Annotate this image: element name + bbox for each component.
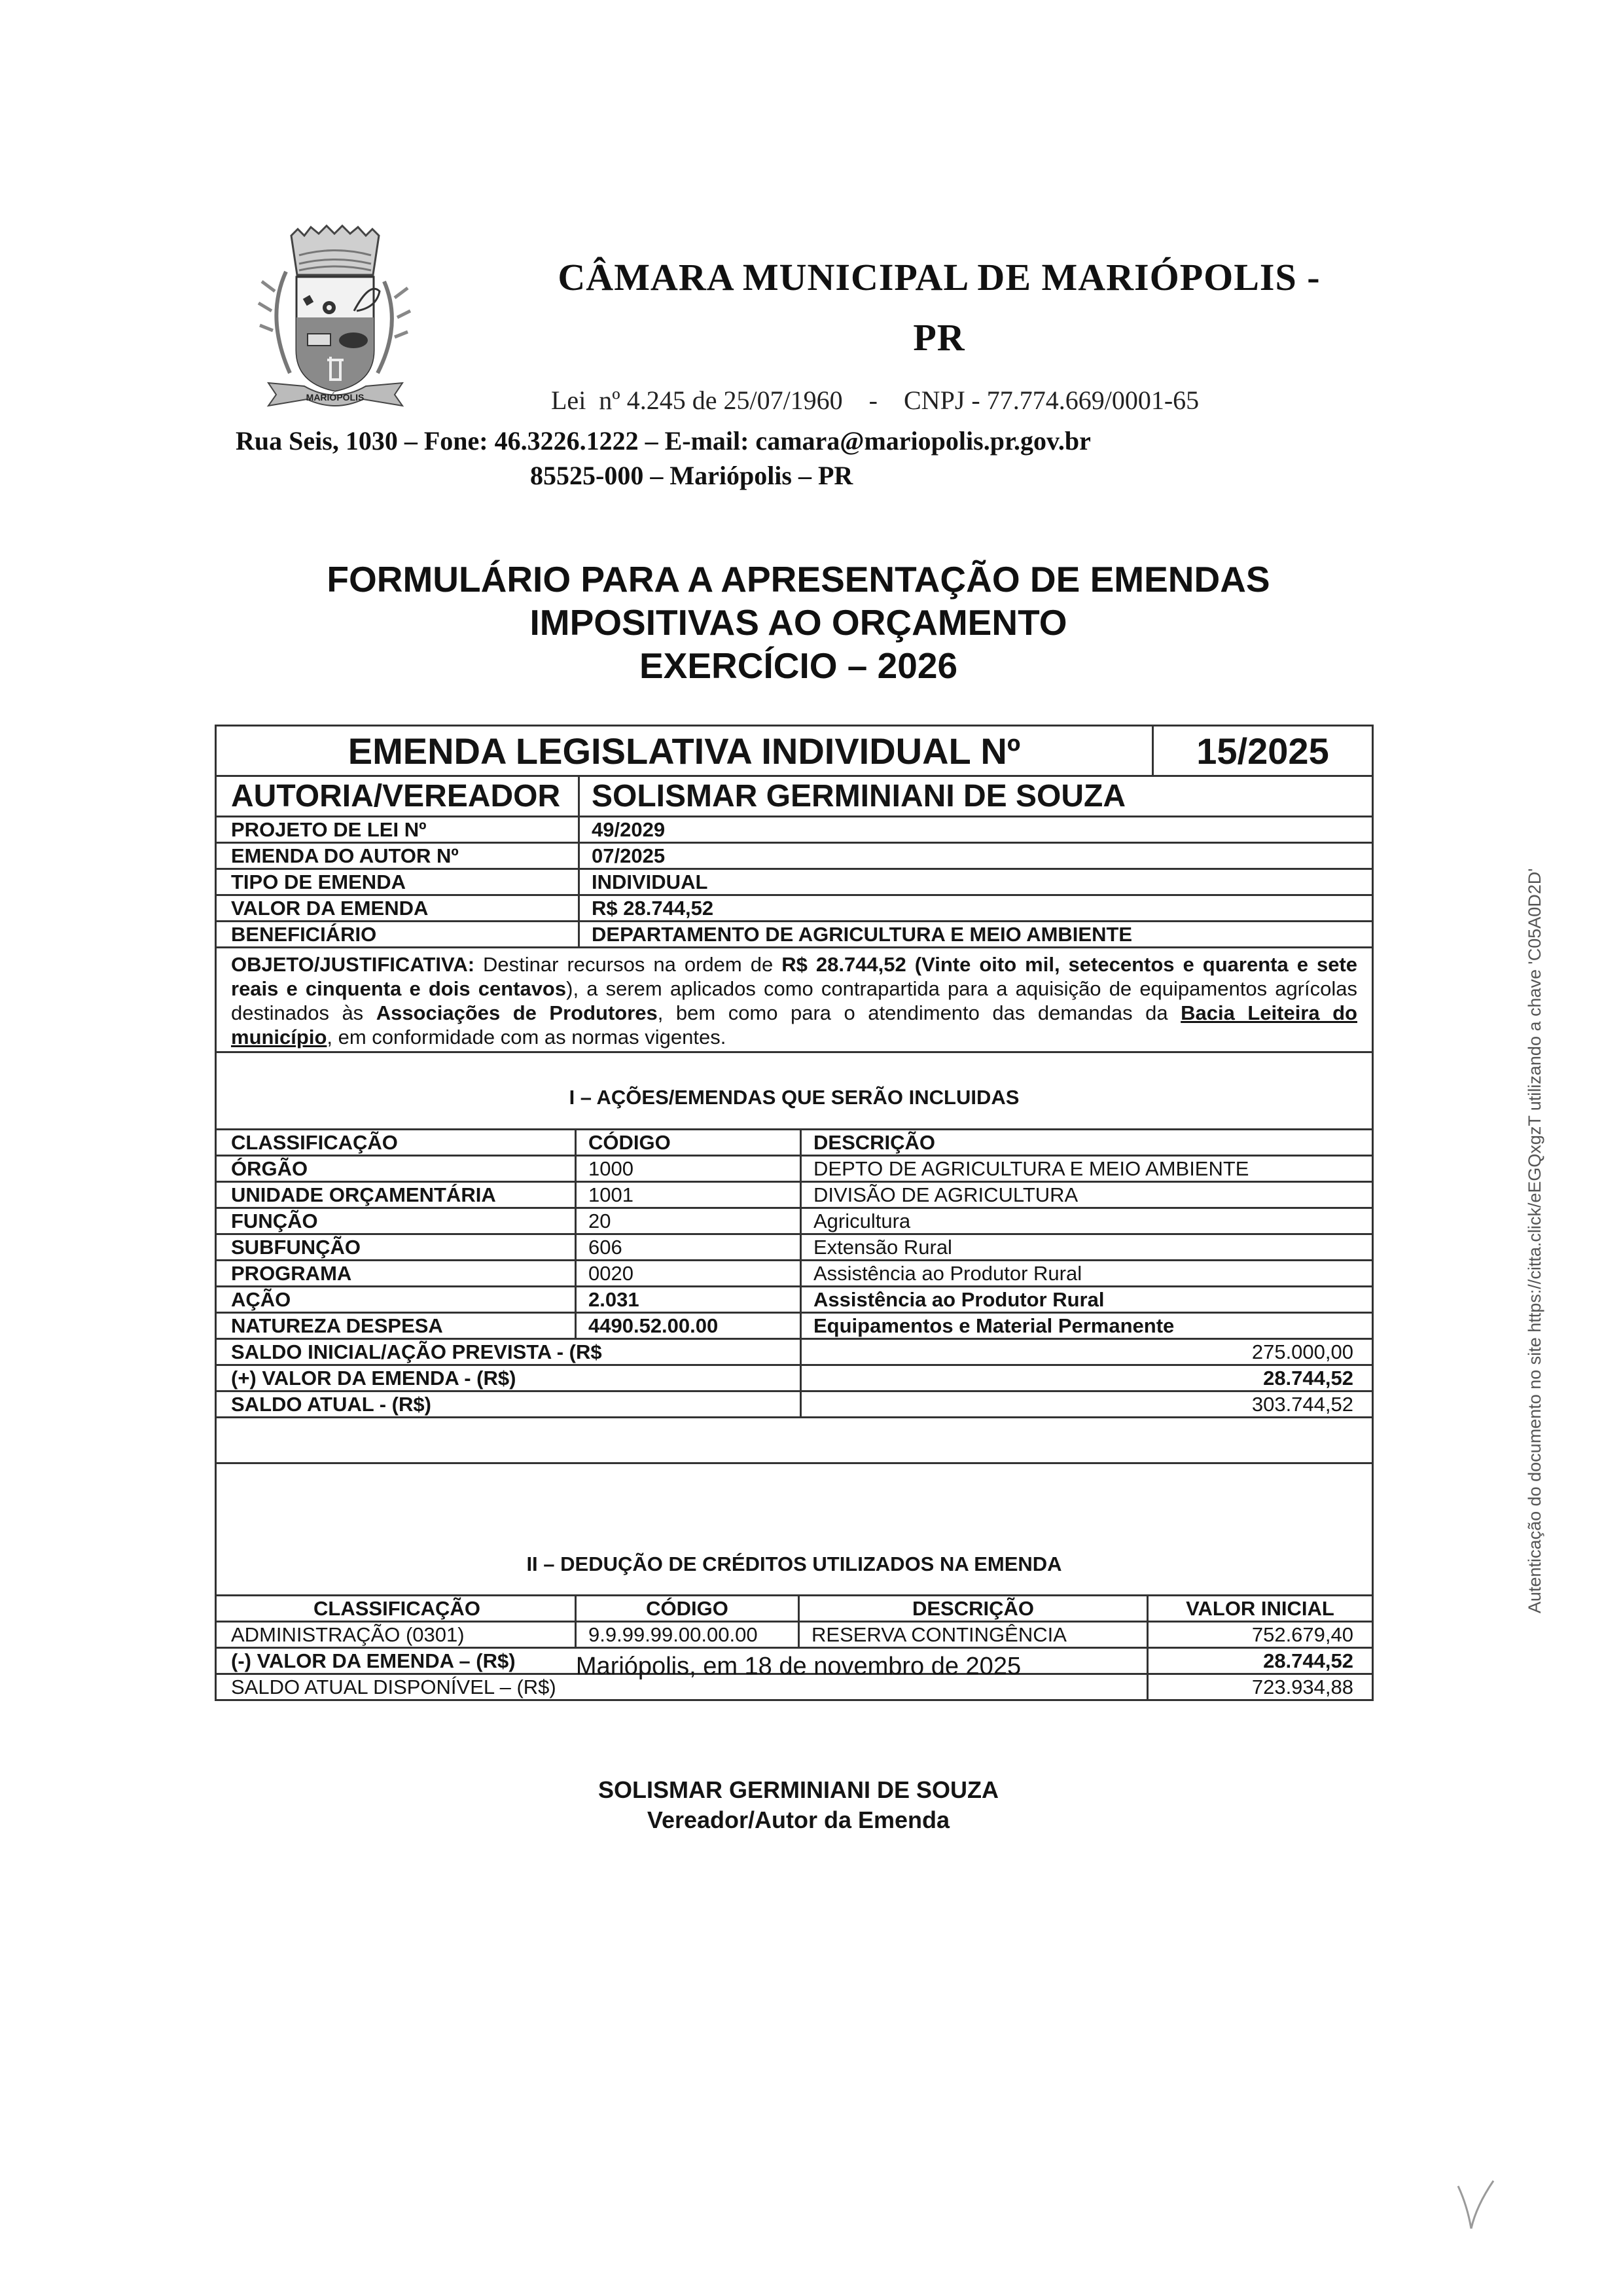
total-value: 303.744,52 <box>1251 1392 1353 1416</box>
info-label: BENEFICIÁRIO <box>217 922 580 946</box>
descricao-cell: Extensão Rural <box>813 1235 952 1259</box>
emenda-number: 15/2025 <box>1196 730 1329 772</box>
info-value: 49/2029 <box>592 817 666 841</box>
classificacao-cell: NATUREZA DESPESA <box>217 1314 577 1338</box>
objeto-beneficiary: Associações de Produtores <box>376 1001 658 1024</box>
total-label: (+) VALOR DA EMENDA - (R$) <box>217 1366 802 1390</box>
form-title-line2: IMPOSITIVAS AO ORÇAMENTO <box>529 602 1067 643</box>
objeto-text-part: Destinar recursos na ordem de <box>474 953 782 976</box>
signature-block <box>196 1775 1400 1835</box>
descricao-cell: Assistência ao Produtor Rural <box>813 1287 1105 1311</box>
classificacao-cell: ADMINISTRAÇÃO (0301) <box>217 1623 577 1647</box>
total-label: (-) VALOR DA EMENDA – (R$) <box>217 1649 1149 1673</box>
objeto-text-part: ), a serem aplicados como contrapartida para a aquisição de equipamentos agrícolas destinados às <box>231 977 1357 1024</box>
classificacao-cell: UNIDADE ORÇAMENTÁRIA <box>217 1183 577 1207</box>
place-date: Mariópolis, em 18 de novembro de 2025 <box>575 1653 1022 1680</box>
signer-name: SOLISMAR GERMINIANI DE SOUZA <box>597 1776 999 1803</box>
table-row <box>215 1287 1374 1314</box>
column-header-codigo: CÓDIGO <box>577 1596 800 1621</box>
objeto-justificativa-text <box>231 952 1357 1049</box>
section-2-heading-row <box>215 1464 1374 1596</box>
signer-role: Vereador/Autor da Emenda <box>647 1806 950 1833</box>
codigo-cell: 4490.52.00.00 <box>577 1314 802 1338</box>
objeto-bacia-leiteira: Bacia Leiteira do município <box>231 1001 1357 1049</box>
total-value: 723.934,88 <box>1251 1675 1353 1698</box>
total-label: SALDO ATUAL - (R$) <box>217 1392 802 1416</box>
descricao-cell: DEPTO DE AGRICULTURA E MEIO AMBIENTE <box>813 1157 1249 1180</box>
handwritten-check-icon <box>1453 2179 1499 2232</box>
table-row <box>215 1235 1374 1261</box>
municipal-crest-icon <box>239 219 429 409</box>
objeto-justificativa-row <box>215 948 1374 1053</box>
info-value: 07/2025 <box>592 844 666 867</box>
codigo-cell: 1000 <box>577 1157 802 1181</box>
emenda-form-table <box>215 725 1374 1701</box>
classificacao-cell: SUBFUNÇÃO <box>217 1235 577 1259</box>
column-header-classificacao: CLASSIFICAÇÃO <box>217 1130 577 1155</box>
authentication-notice: Autenticação do documento no site https://citta.click/eEGQxgzT utilizando a chave 'C05A0D2D' <box>1525 868 1544 1613</box>
total-value: 275.000,00 <box>1251 1340 1353 1363</box>
valor-inicial-cell: 752.679,40 <box>1251 1623 1353 1646</box>
objeto-amount: R$ 28.744,52 (Vinte oito mil, setecentos e quarenta e sete reais e cinquenta e dois centavos <box>231 953 1357 1000</box>
form-title-line3: EXERCÍCIO – 2026 <box>639 645 958 686</box>
descricao-cell: Equipamentos e Material Permanente <box>813 1314 1175 1337</box>
codigo-cell: 2.031 <box>577 1287 802 1312</box>
info-value: DEPARTAMENTO DE AGRICULTURA E MEIO AMBIENTE <box>592 922 1133 946</box>
total-value: 28.744,52 <box>1263 1649 1353 1672</box>
organization-title <box>458 247 1420 368</box>
info-label: VALOR DA EMENDA <box>217 896 580 920</box>
total-row <box>215 1340 1374 1366</box>
descricao-cell: DIVISÃO DE AGRICULTURA <box>813 1183 1079 1206</box>
table-row <box>215 1314 1374 1340</box>
table-row <box>215 1209 1374 1235</box>
section-1-header-row <box>215 1130 1374 1157</box>
descricao-cell: Assistência ao Produtor Rural <box>813 1261 1082 1285</box>
column-header-descricao: DESCRIÇÃO <box>813 1130 936 1154</box>
organization-title-line2: PR <box>913 316 965 359</box>
section-1-heading-row <box>215 1053 1374 1130</box>
codigo-cell: 0020 <box>577 1261 802 1285</box>
cep-city-line: 85525-000 – Mariópolis – PR <box>530 461 853 490</box>
total-label: SALDO INICIAL/AÇÃO PREVISTA - (R$ <box>217 1340 802 1364</box>
info-row <box>215 844 1374 870</box>
autoria-label: AUTORIA/VEREADOR <box>217 777 580 816</box>
form-title <box>196 558 1400 687</box>
section-1-title: I – AÇÕES/EMENDAS QUE SERÃO INCLUIDAS <box>569 1085 1020 1109</box>
info-label: EMENDA DO AUTOR Nº <box>217 844 580 868</box>
classificacao-cell: FUNÇÃO <box>217 1209 577 1233</box>
objeto-label: OBJETO/JUSTIFICATIVA: <box>231 953 475 976</box>
objeto-text-part: , em conformidade com as normas vigentes. <box>327 1026 726 1049</box>
column-header-classificacao: CLASSIFICAÇÃO <box>217 1596 577 1621</box>
info-label: TIPO DE EMENDA <box>217 870 580 894</box>
classificacao-cell: ÓRGÃO <box>217 1157 577 1181</box>
spacer-row <box>215 1418 1374 1464</box>
column-header-codigo: CÓDIGO <box>577 1130 802 1155</box>
codigo-cell: 1001 <box>577 1183 802 1207</box>
total-value: 28.744,52 <box>1263 1366 1353 1390</box>
table-row <box>215 1623 1374 1649</box>
codigo-cell: 9.9.99.99.00.00.00 <box>577 1623 800 1647</box>
info-label: PROJETO DE LEI Nº <box>217 817 580 842</box>
total-label: SALDO ATUAL DISPONÍVEL – (R$) <box>217 1675 1149 1699</box>
descricao-cell: Agricultura <box>813 1209 911 1232</box>
classificacao-cell: PROGRAMA <box>217 1261 577 1285</box>
form-title-line1: FORMULÁRIO PARA A APRESENTAÇÃO DE EMENDAS <box>327 559 1270 600</box>
info-value: INDIVIDUAL <box>592 870 708 893</box>
emenda-header-row <box>215 725 1374 777</box>
organization-title-line1: CÂMARA MUNICIPAL DE MARIÓPOLIS - <box>558 256 1321 298</box>
info-row <box>215 870 1374 896</box>
info-value: R$ 28.744,52 <box>592 896 714 920</box>
section-2-title: II – DEDUÇÃO DE CRÉDITOS UTILIZADOS NA EMENDA <box>526 1552 1062 1575</box>
autoria-row <box>215 777 1374 817</box>
codigo-cell: 606 <box>577 1235 802 1259</box>
svg-text:MARIÓPOLIS: MARIÓPOLIS <box>306 392 365 403</box>
objeto-text-part: , bem como para o atendimento das demandas da <box>657 1001 1181 1024</box>
address-line: Rua Seis, 1030 – Fone: 46.3226.1222 – E-mail: camara@mariopolis.pr.gov.br <box>236 426 1091 456</box>
total-row <box>215 1392 1374 1418</box>
info-row <box>215 896 1374 922</box>
emenda-header-label: EMENDA LEGISLATIVA INDIVIDUAL Nº <box>217 726 1154 775</box>
table-row <box>215 1183 1374 1209</box>
info-row <box>215 922 1374 948</box>
law-cnpj-line: Lei nº 4.245 de 25/07/1960 - CNPJ - 77.774.669/0001-65 <box>551 386 1200 415</box>
classificacao-cell: AÇÃO <box>217 1287 577 1312</box>
codigo-cell: 20 <box>577 1209 802 1233</box>
autoria-value: SOLISMAR GERMINIANI DE SOUZA <box>592 779 1126 814</box>
info-row <box>215 817 1374 844</box>
total-row <box>215 1366 1374 1392</box>
table-row <box>215 1157 1374 1183</box>
descricao-cell: RESERVA CONTINGÊNCIA <box>800 1623 1149 1647</box>
column-header-descricao: DESCRIÇÃO <box>800 1596 1149 1621</box>
table-row <box>215 1261 1374 1287</box>
section-2-header-row <box>215 1596 1374 1623</box>
column-header-valor-inicial: VALOR INICIAL <box>1186 1596 1334 1620</box>
